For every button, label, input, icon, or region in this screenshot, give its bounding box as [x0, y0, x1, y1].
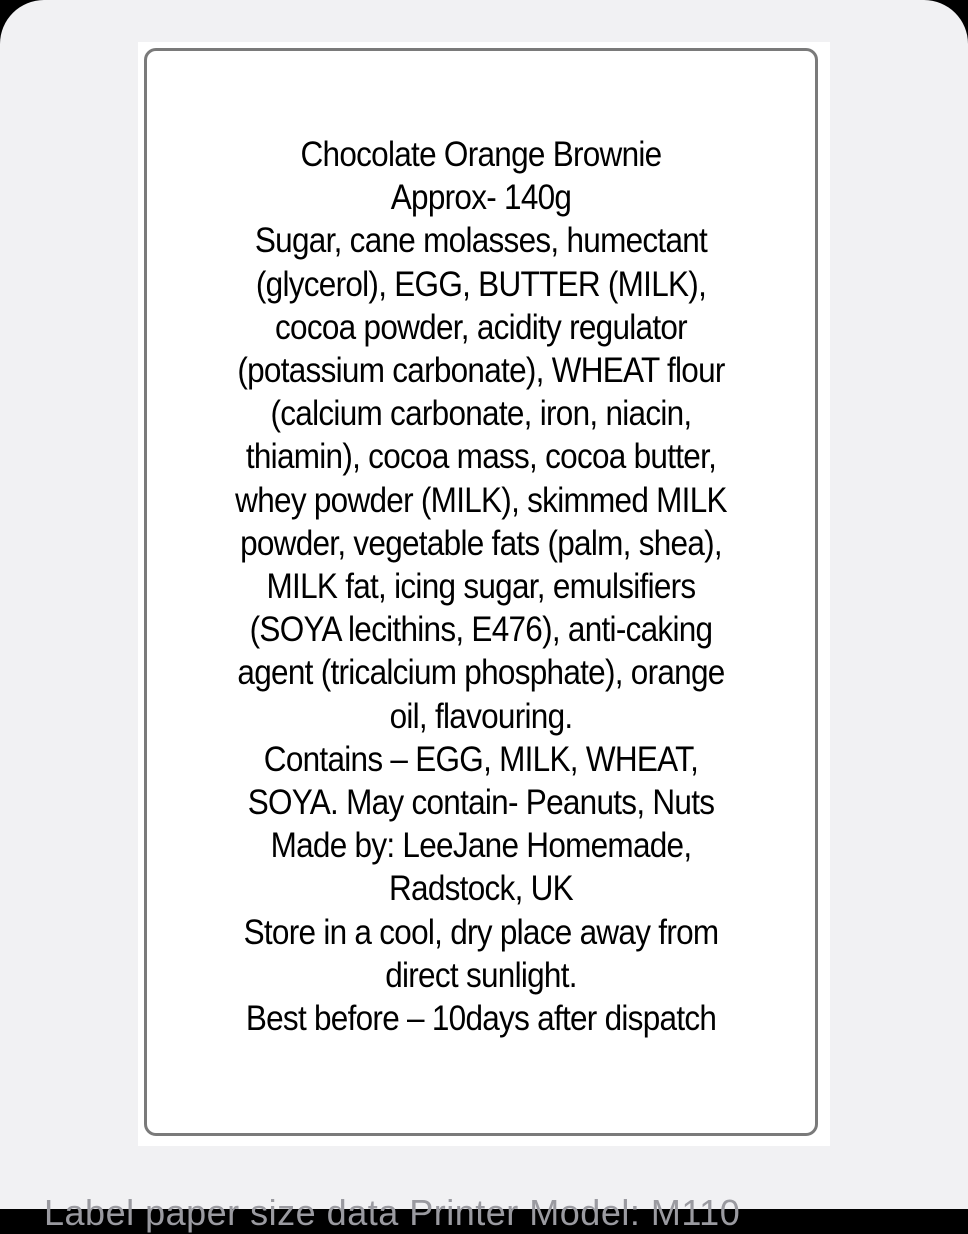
label-line: agent (tricalcium phosphate), orange — [237, 653, 725, 693]
label-line: direct sunlight. — [385, 955, 577, 995]
label-line: cocoa powder, acidity regulator — [275, 307, 687, 347]
label-line: oil, flavouring. — [389, 696, 573, 736]
label-line: Sugar, cane molasses, humectant — [254, 221, 708, 261]
label-frame — [144, 48, 818, 1136]
label-line: Best before – 10days after dispatch — [245, 999, 717, 1039]
label-text — [180, 133, 781, 1040]
label-line: Store in a cool, dry place away from — [243, 912, 719, 952]
label-line: Contains – EGG, MILK, WHEAT, — [263, 739, 699, 779]
label-line: (potassium carbonate), WHEAT flour — [237, 351, 725, 391]
label-line: (SOYA lecithins, E476), anti-caking — [249, 610, 713, 650]
label-line: Approx- 140g — [390, 178, 572, 218]
label-line: powder, vegetable fats (palm, shea), — [240, 523, 722, 563]
caption-text: Label paper size data Printer Model: M110 — [44, 1192, 741, 1233]
label-line: SOYA. May contain- Peanuts, Nuts — [247, 783, 715, 823]
label-line: MILK fat, icing sugar, emulsifiers — [266, 567, 696, 607]
label-line: (calcium carbonate, iron, niacin, — [270, 394, 692, 434]
label-preview-image[interactable] — [138, 42, 830, 1146]
label-line: whey powder (MILK), skimmed MILK — [235, 480, 727, 520]
label-line: Radstock, UK — [389, 869, 573, 909]
label-line: thiamin), cocoa mass, cocoa butter, — [245, 437, 717, 477]
label-line: (glycerol), EGG, BUTTER (MILK), — [255, 264, 707, 304]
label-line: Chocolate Orange Brownie — [300, 135, 662, 174]
label-line: Made by: LeeJane Homemade, — [270, 826, 692, 866]
